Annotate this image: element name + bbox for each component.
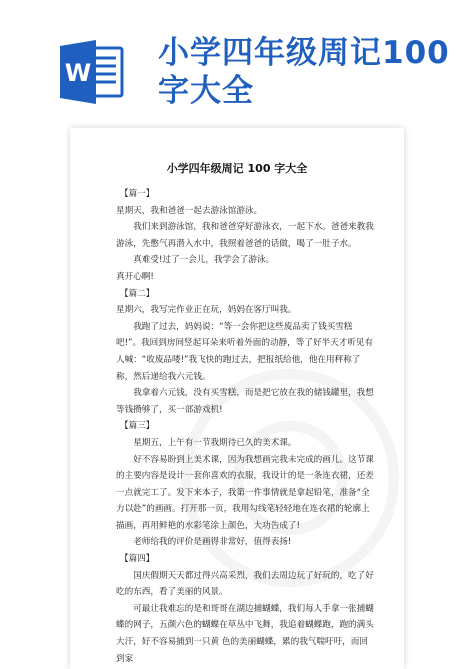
paragraph: 我跑了过去，妈妈说：“等一会你把这些废品卖了钱买雪糕吧!”。我回到房间竖起耳朵来听着外面的动静，等了好半天才听见有人喊：“收废品喽!”我飞快的跑过去，把报纸给他，他在用秤称了称，然后递给我六元钱。 — [116, 321, 374, 382]
paragraph: 好不容易盼到上美术课，因为我想画完我未完成的画儿。这节课的主要内容是设计一套你喜欢的衣服，我设计的是一条连衣裙，还差一点就完工了。发下来本子，我第一件事情就是拿起铅笔，准备“全力以赴”的画画。打开那一页，我用勾线笔轻轻地在连衣裙的轮廓上描画，再用鲜艳的水彩笔涂上颜色，大功告成了! — [116, 454, 374, 531]
paragraph: 我们来到游泳馆，我和爸爸穿好游泳衣，一起下水。爸爸来教我游泳，先憋气再潜入水中，我照着爸爸的话做，喝了一肚子水。 — [116, 222, 374, 249]
section-heading: 【篇四】 — [120, 554, 155, 565]
paragraph: 可最让我难忘的是和哥哥在湖边捕蝴蝶，我们每人手拿一张捕蝴蝶的网子，五颜六色的蝴蝶在草丛中飞舞，我追着蝴蝶跑，跑的满头大汗，好不容易捕到一只黄 色的美丽蝴蝶，累的我气喘吁吁，而回到家 — [116, 603, 374, 664]
paragraph: 星期五，上午有一节我期待已久的美术课。 — [133, 437, 297, 448]
section-heading: 【篇二】 — [120, 288, 155, 299]
document-page — [70, 128, 404, 669]
word-document-icon — [56, 36, 128, 108]
paragraph: 星期天，我和爸爸一起去游泳馆游泳。 — [116, 205, 263, 216]
paragraph: 星期六，我写完作业正在玩，妈妈在客厅叫我。 — [116, 305, 297, 316]
section-heading: 【篇三】 — [120, 421, 155, 432]
paragraph: 我拿着六元钱，没有买雪糕，而是把它放在我的储钱罐里，我想等钱攒够了，买一部游戏机! — [116, 388, 374, 415]
paragraph: 真开心啊! — [116, 271, 154, 282]
paragraph: 真难受!过了一会儿，我学会了游泳。 — [133, 255, 275, 266]
paragraph: 老师给我的评价是画得非常好，值得表扬! — [133, 537, 292, 548]
word-logo-letter: W — [64, 59, 92, 87]
header-banner — [0, 0, 474, 120]
document-body — [70, 186, 404, 667]
page-title: 小学四年级周记100字大全 — [158, 35, 450, 109]
paragraph: 国庆假期天天都过得兴高采烈，我们去周边玩了好玩的，吃了好吃的东西，看了美丽的风景。 — [116, 570, 374, 598]
document-title: 小学四年级周记 100 字大全 — [166, 162, 308, 175]
section-heading: 【篇一】 — [120, 189, 155, 199]
